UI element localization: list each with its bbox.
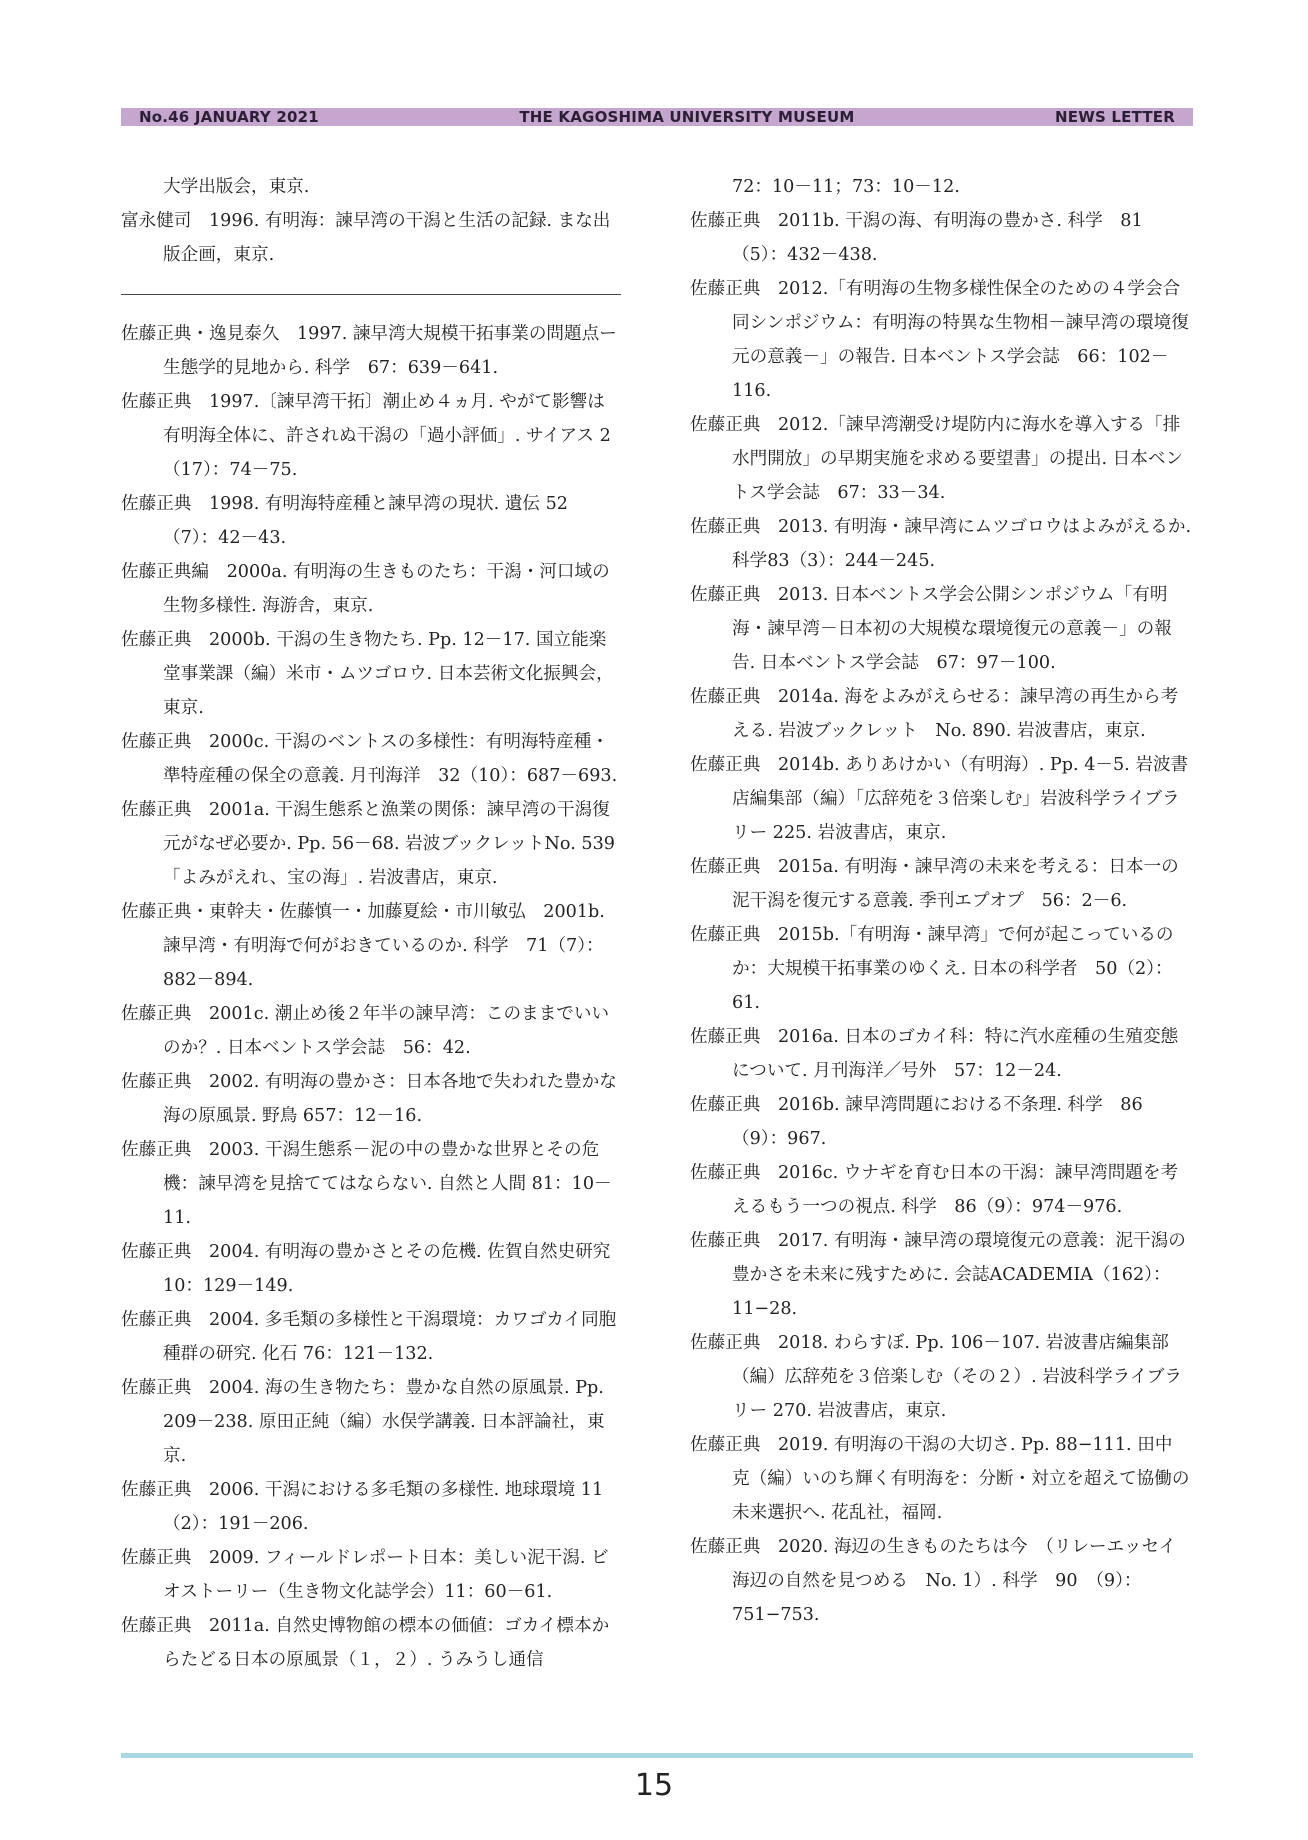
reference-item: 佐藤正典・東幹夫・佐藤慎一・加藤夏絵・市川敏弘 2001b. 諫早湾・有明海で何がおきているのか. 科学 71（7）：882－894. — [121, 902, 605, 990]
reference-item: 佐藤正典 2016c. ウナギを育む日本の干潟：諫早湾問題を考えるもう一つの視点. 科学 86（9）：974－976. — [690, 1163, 1179, 1217]
continued-reference: 大学出版会，東京. — [163, 177, 310, 197]
reference-item: 佐藤正典 2001c. 潮止め後２年半の諫早湾：このままでいいのか？. 日本ベントス学会誌 56：42. — [121, 1004, 610, 1058]
reference-item: 佐藤正典 2012.「諫早湾潮受け堤防内に海水を導入する「排水門開放」の早期実施を求める要望書」の提出. 日本ベントス学会誌 67：33－34. — [690, 415, 1184, 503]
header-museum: THE KAGOSHIMA UNIVERSITY MUSEUM — [519, 108, 855, 126]
reference-item: 佐藤正典 2017. 有明海・諫早湾の環境復元の意義：泥干潟の豊かさを未来に残すために. 会誌ACADEMIA（162）：11−28. — [690, 1231, 1186, 1319]
reference-item: 佐藤正典 2000c. 干潟のベントスの多様性：有明海特産種・準特産種の保全の意義. 月刊海洋 32（10）：687－693. — [121, 732, 618, 786]
reference-item: 佐藤正典 2004. 多毛類の多様性と干潟環境：カワゴカイ同胞種群の研究. 化石 76：121－132. — [121, 1310, 617, 1364]
reference-item: 佐藤正典編 2000a. 有明海の生きものたち：干潟・河口域の生物多様性. 海游舎，東京. — [121, 562, 610, 616]
reference-item: 佐藤正典 2006. 干潟における多毛類の多様性. 地球環境 11（2）：191－206. — [121, 1480, 604, 1534]
reference-item: 佐藤正典 2018. わらすぼ. Pp. 106－107. 岩波書店編集部（編）広辞苑を３倍楽しむ（その２）. 岩波科学ライブラリー 270. 岩波書店，東京. — [690, 1333, 1182, 1421]
right-column — [690, 170, 1195, 1632]
page-header — [121, 108, 1193, 126]
reference-item: 佐藤正典 2011a. 自然史博物館の標本の価値：ゴカイ標本からたどる日本の原風景（１，２）. うみうし通信 — [121, 1616, 610, 1670]
reference-list — [690, 204, 1195, 1632]
reference-item: 佐藤正典 2012.「有明海の生物多様性保全のための４学会合同シンポジウム：有明海の特異な生物相－諫早湾の環境復元の意義－」の報告. 日本ベントス学会誌 66：102－116. — [690, 279, 1189, 401]
reference-item: 佐藤正典 2016b. 諫早湾問題における不条理. 科学 86（9）：967. — [690, 1095, 1143, 1149]
header-newsletter: NEWS LETTER — [1055, 108, 1175, 126]
reference-item: 佐藤正典 2004. 海の生き物たち：豊かな自然の原風景. Pp. 209－238. 原田正純（編）水俣学講義. 日本評論社，東京. — [121, 1378, 605, 1466]
reference-item: 佐藤正典 2003. 干潟生態系－泥の中の豊かな世界とその危機：諫早湾を見捨ててはならない. 自然と人間 81：10－11. — [121, 1140, 612, 1228]
section-divider — [121, 294, 621, 295]
continued-reference: 72：10－11；73：10－12. — [732, 177, 960, 197]
reference-item: 佐藤正典 2013. 有明海・諫早湾にムツゴロウはよみがえるか. 科学83（3）：244－245. — [690, 517, 1192, 571]
header-issue: No.46 JANUARY 2021 — [139, 108, 319, 126]
reference-item: 佐藤正典 2020. 海辺の生きものたちは今 （リレーエッセイ 海辺の自然を見つめる No. 1）. 科学 90 （9）：751−753. — [690, 1537, 1194, 1625]
page-number: 15 — [634, 1768, 674, 1803]
left-column — [121, 170, 621, 1677]
reference-item: 佐藤正典 2011b. 干潟の海、有明海の豊かさ. 科学 81（5）：432－438. — [690, 211, 1143, 265]
reference-item: 佐藤正典 2009. フィールドレポート日本：美しい泥干潟. ビオストーリー（生き物文化誌学会）11：60－61. — [121, 1548, 609, 1602]
reference-list — [121, 317, 621, 1677]
reference-item: 佐藤正典 2014a. 海をよみがえらせる：諫早湾の再生から考える. 岩波ブックレット No. 890. 岩波書店，東京. — [690, 687, 1179, 741]
reference-item: 佐藤正典 2004. 有明海の豊かさとその危機. 佐賀自然史研究 10：129－149. — [121, 1242, 611, 1296]
reference-item: 富永健司 1996. 有明海：諫早湾の干潟と生活の記録. まな出版企画，東京. — [121, 211, 611, 265]
reference-item: 佐藤正典 2015b.「有明海・諫早湾」で何が起こっているのか：大規模干拓事業のゆくえ. 日本の科学者 50（2）：61. — [690, 925, 1174, 1013]
reference-item: 佐藤正典 2015a. 有明海・諫早湾の未来を考える：日本一の泥干潟を復元する意義. 季刊エプオプ 56：2－6. — [690, 857, 1179, 911]
reference-item: 佐藤正典 1997.〔諫早湾干拓〕潮止め４ヵ月. やがて影響は有明海全体に、許されぬ干潟の「過小評価」. サイアス 2（17）：74－75. — [121, 392, 611, 480]
reference-item: 佐藤正典 1998. 有明海特産種と諫早湾の現状. 遺伝 52（7）：42－43. — [121, 494, 569, 548]
reference-item: 佐藤正典・逸見泰久 1997. 諫早湾大規模干拓事業の問題点ー生態学的見地から. 科学 67：639－641. — [121, 324, 617, 378]
reference-item: 佐藤正典 2013. 日本ベントス学会公開シンポジウム「有明海・諫早湾－日本初の大規模な環境復元の意義－」の報告. 日本ベントス学会誌 67：97－100. — [690, 585, 1172, 673]
reference-item: 佐藤正典 2014b. ありあけかい（有明海）. Pp. 4－5. 岩波書店編集部（編）「広辞苑を３倍楽しむ」岩波科学ライブラリー 225. 岩波書店，東京. — [690, 755, 1189, 843]
reference-item: 佐藤正典 2002. 有明海の豊かさ：日本各地で失われた豊かな海の原風景. 野鳥 657：12－16. — [121, 1072, 617, 1126]
footer-rule — [121, 1753, 1193, 1758]
reference-item: 佐藤正典 2001a. 干潟生態系と漁業の関係：諫早湾の干潟復元がなぜ必要か. Pp. 56－68. 岩波ブックレットNo. 539「よみがえれ、宝の海」. 岩波書店，東京. — [121, 800, 615, 888]
reference-item: 佐藤正典 2019. 有明海の干潟の大切さ. Pp. 88−111. 田中 克（編）いのち輝く有明海を：分断・対立を超えて協働の未来選択へ. 花乱社，福岡. — [690, 1435, 1191, 1523]
reference-item: 佐藤正典 2000b. 干潟の生き物たち. Pp. 12－17. 国立能楽堂事業課（編）米市・ムツゴロウ. 日本芸術文化振興会，東京. — [121, 630, 614, 718]
reference-item: 佐藤正典 2016a. 日本のゴカイ科：特に汽水産種の生殖変態について. 月刊海洋／号外 57：12－24. — [690, 1027, 1179, 1081]
